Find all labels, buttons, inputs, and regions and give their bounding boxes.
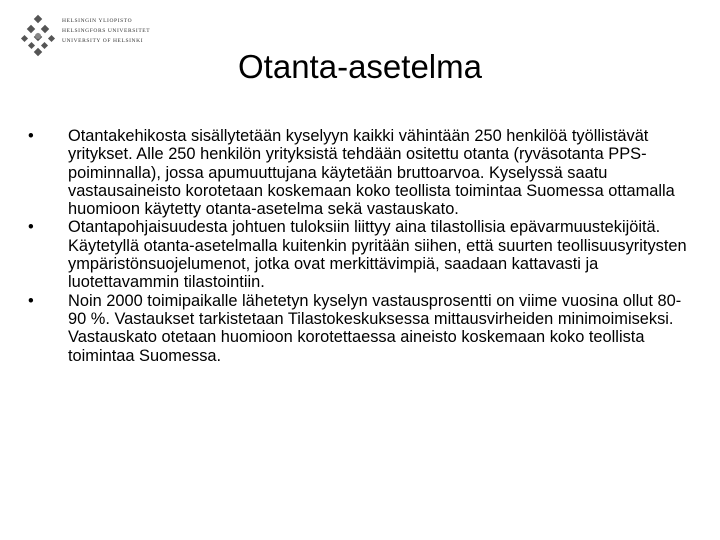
logo-line-2: HELSINGFORS UNIVERSITET (62, 28, 151, 34)
bullet-item (28, 218, 688, 291)
bullet-item (28, 127, 688, 218)
bullet-text: Otantakehikosta sisällytetään kyselyyn kaikki vähintään 250 henkilöä työllistävät yritykset. Alle 250 henkilön yrityksistä tehdään ositettu otanta (ryväsotanta PPS-poiminnalla), jossa apumuuttujana käytetään bruttoarvoa. Kyselyssä saatu vastausaineisto korotetaan koskemaan koko teollista toimintaa Suomessa ottamalla huomioon käytetty otanta-asetelma sekä vastauskato. (68, 127, 675, 219)
bullet-text: Noin 2000 toimipaikalle lähetetyn kyselyn vastausprosentti on viime vuosina ollut 80-90 %. Vastaukset tarkistetaan Tilastokeskuksessa mittausvirheiden minimoimiseksi. Vastauskato otetaan huomioon korotettaessa aineisto koskemaan koko teollista toimintaa Suomessa. (68, 291, 682, 365)
bullet-text: Otantapohjaisuudesta johtuen tuloksiin liittyy aina tilastollisia epävarmuustekijöitä. Käytetyllä otanta-asetelmalla kuitenkin pyritään siihen, että suurten teollisuusyritysten ympäristönsuojelumenot, jotka ovat merkittävimpiä, saadaan kattavasti ja luotettavammin tilastointiin. (68, 218, 687, 292)
slide-title: Otanta-asetelma (238, 48, 482, 85)
logo-line-1: HELSINGIN YLIOPISTO (62, 18, 133, 24)
bullet-marker: • (28, 291, 34, 310)
logo-line-3: UNIVERSITY OF HELSINKI (62, 38, 144, 44)
bullet-list (28, 127, 688, 365)
bullet-marker: • (28, 218, 34, 237)
bullet-item (28, 292, 688, 365)
bullet-marker: • (28, 127, 34, 145)
